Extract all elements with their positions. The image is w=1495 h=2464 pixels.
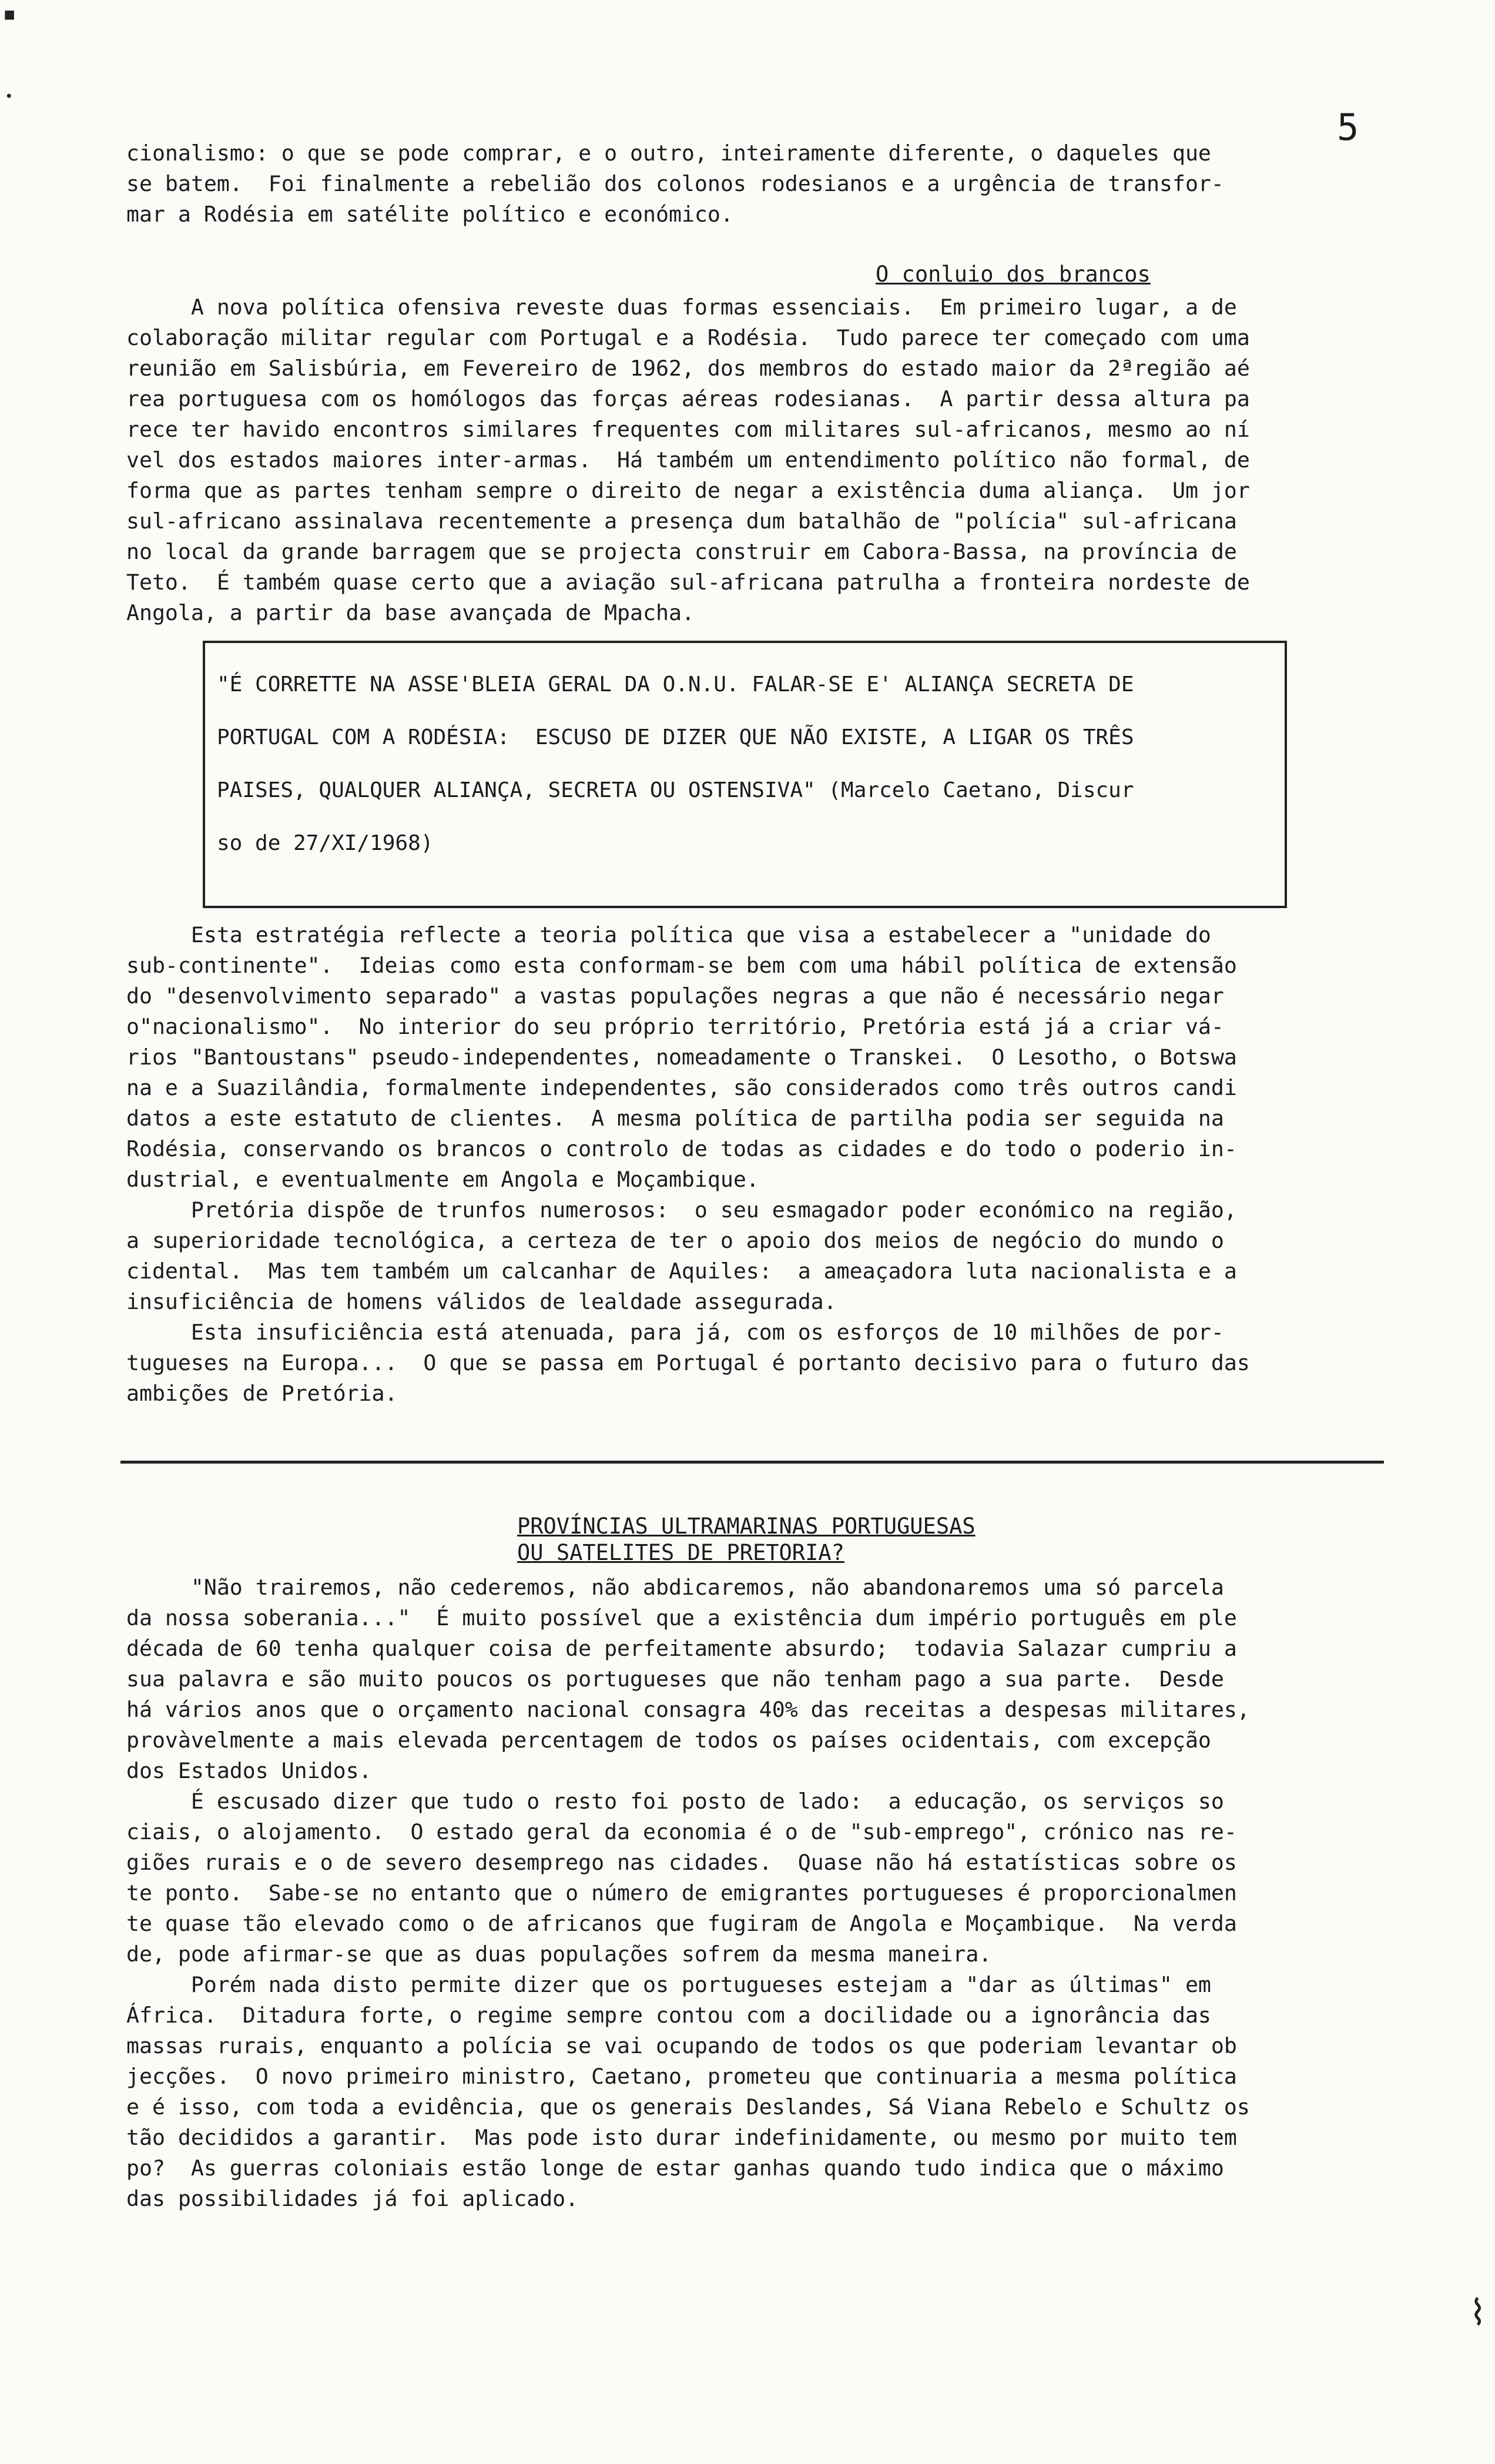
- text-line: sul-africano assinalava recentemente a presença dum batalhão de "polícia" sul-africana: [126, 508, 1237, 534]
- text-line: colaboração militar regular com Portugal e a Rodésia. Tudo parece ter começado com uma: [126, 325, 1250, 350]
- text-line: giões rurais e o de severo desemprego nas cidades. Quase não há estatísticas sobre os: [126, 1850, 1237, 1875]
- text-line: década de 60 tenha qualquer coisa de perfeitamente absurdo; todavia Salazar cumpriu a: [126, 1636, 1237, 1661]
- text-line: no local da grande barragem que se projecta construir em Cabora-Bassa, na província de: [126, 539, 1237, 564]
- text-line: das possibilidades já foi aplicado.: [126, 2186, 579, 2211]
- section-heading-provincias-1: PROVÍNCIAS ULTRAMARINAS PORTUGUESAS: [517, 1514, 976, 1539]
- section2-paragraph: [126, 920, 1378, 1409]
- text-line: dos Estados Unidos.: [126, 1758, 372, 1783]
- text-line: datos a este estatuto de clientes. A mesma política de partilha podia ser seguida na: [126, 1106, 1224, 1131]
- text-line: po? As guerras coloniais estão longe de estar ganhas quando tudo indica que o máximo: [126, 2155, 1224, 2181]
- section-heading-conluio: O conluio dos brancos: [876, 262, 1151, 287]
- page-number: 5: [1337, 106, 1359, 149]
- text-line: É escusado dizer que tudo o resto foi posto de lado: a educação, os serviços so: [126, 1789, 1224, 1814]
- text-line: o"nacionalismo". No interior do seu próprio território, Pretória está já a criar vá-: [126, 1014, 1224, 1039]
- quote-box: [203, 641, 1287, 908]
- text-line: A nova política ofensiva reveste duas formas essenciais. Em primeiro lugar, a de: [126, 294, 1237, 320]
- text-line: cidental. Mas tem também um calcanhar de Aquiles: a ameaçadora luta nacionalista e a: [126, 1258, 1237, 1284]
- text-line: tão decididos a garantir. Mas pode isto durar indefinidamente, ou mesmo por muito tem: [126, 2125, 1237, 2150]
- text-line: Angola, a partir da base avançada de Mpacha.: [126, 600, 695, 625]
- scan-mark: ▪: [2, 0, 17, 27]
- text-line: há vários anos que o orçamento nacional consagra 40% das receitas a despesas militares,: [126, 1697, 1250, 1722]
- text-line: forma que as partes tenham sempre o direito de negar a existência duma aliança. Um jor: [126, 478, 1250, 503]
- text-line: Porém nada disto permite dizer que os portugueses estejam a "dar as últimas" em: [126, 1972, 1211, 1997]
- text-line: massas rurais, enquanto a polícia se vai ocupando de todos os que poderiam levantar ob: [126, 2033, 1237, 2058]
- text-line: Esta insuficiência está atenuada, para já, com os esforços de 10 milhões de por-: [126, 1320, 1224, 1345]
- text-line: Pretória dispõe de trunfos numerosos: o seu esmagador poder económico na região,: [126, 1197, 1237, 1223]
- text-line: te ponto. Sabe-se no entanto que o número de emigrantes portugueses é proporcionalmen: [126, 1880, 1237, 1906]
- text-line: "Não trairemos, não cederemos, não abdicaremos, não abandonaremos uma só parcela: [126, 1575, 1224, 1600]
- text-line: na e a Suazilândia, formalmente independentes, são considerados como três outros candi: [126, 1075, 1237, 1100]
- text-line: se batem. Foi finalmente a rebelião dos colonos rodesianos e a urgência de transfor-: [126, 171, 1224, 196]
- text-line: provàvelmente a mais elevada percentagem de todos os países ocidentais, com excepção: [126, 1728, 1211, 1753]
- quote-line: so de 27/XI/1968): [217, 831, 434, 855]
- text-line: rea portuguesa com os homólogos das forças aéreas rodesianas. A partir dessa altura pa: [126, 386, 1250, 411]
- section-divider: [120, 1461, 1384, 1464]
- section-heading-provincias-2: OU SATELITES DE PRETORIA?: [517, 1540, 844, 1565]
- text-line: jecções. O novo primeiro ministro, Caetano, prometeu que continuaria a mesma política: [126, 2064, 1237, 2089]
- text-line: Rodésia, conservando os brancos o controlo de todas as cidades e do todo o poderio in-: [126, 1136, 1237, 1161]
- quote-line: PORTUGAL COM A RODÉSIA: ESCUSO DE DIZER QUE NÃO EXISTE, A LIGAR OS TRÊS: [217, 725, 1134, 749]
- text-line: sua palavra e são muito poucos os portugueses que não tenham pago a sua parte. Desde: [126, 1666, 1224, 1692]
- text-line: rios "Bantoustans" pseudo-independentes, nomeadamente o Transkei. O Lesotho, o Botswa: [126, 1044, 1237, 1070]
- text-line: a superioridade tecnológica, a certeza de ter o apoio dos meios de negócio do mundo o: [126, 1228, 1224, 1253]
- text-line: te quase tão elevado como o de africanos que fugiram de Angola e Moçambique. Na verda: [126, 1911, 1237, 1936]
- quote-line: PAISES, QUALQUER ALIANÇA, SECRETA OU OSTENSIVA" (Marcelo Caetano, Discur: [217, 778, 1134, 802]
- text-line: e é isso, com toda a evidência, que os generais Deslandes, Sá Viana Rebelo e Schultz os: [126, 2094, 1250, 2120]
- text-line: sub-continente". Ideias como esta conformam-se bem com uma hábil política de extensão: [126, 953, 1237, 978]
- text-line: reunião em Salisbúria, em Fevereiro de 1962, dos membros do estado maior da 2ªregião aé: [126, 356, 1250, 381]
- intro-paragraph: [126, 138, 1378, 230]
- text-line: ambições de Pretória.: [126, 1381, 398, 1406]
- text-line: dustrial, e eventualmente em Angola e Moçambique.: [126, 1167, 759, 1192]
- section3-paragraph: [126, 1572, 1378, 2214]
- text-line: da nossa soberania..." É muito possível que a existência dum império português em ple: [126, 1605, 1237, 1631]
- section1-paragraph: [126, 292, 1378, 628]
- text-line: cionalismo: o que se pode comprar, e o outro, inteiramente diferente, o daqueles que: [126, 140, 1211, 166]
- text-line: do "desenvolvimento separado" a vastas populações negras a que não é necessário negar: [126, 983, 1224, 1009]
- scan-mark: •: [5, 88, 14, 105]
- text-line: ciais, o alojamento. O estado geral da economia é o de "sub-emprego", crónico nas re-: [126, 1819, 1237, 1844]
- text-line: tugueses na Europa... O que se passa em Portugal é portanto decisivo para o futuro das: [126, 1350, 1250, 1375]
- text-line: de, pode afirmar-se que as duas populações sofrem da mesma maneira.: [126, 1941, 992, 1967]
- text-line: África. Ditadura forte, o regime sempre contou com a docilidade ou a ignorância das: [126, 2003, 1211, 2028]
- text-line: Esta estratégia reflecte a teoria política que visa a estabelecer a "unidade do: [126, 922, 1211, 948]
- text-line: vel dos estados maiores inter-armas. Há também um entendimento político não formal, de: [126, 447, 1250, 473]
- text-line: mar a Rodésia em satélite político e económico.: [126, 202, 733, 227]
- quote-line: "É CORRETTE NA ASSE'BLEIA GERAL DA O.N.U. FALAR-SE E' ALIANÇA SECRETA DE: [217, 672, 1134, 697]
- scan-mark: ⌇: [1469, 2292, 1487, 2334]
- text-line: insuficiência de homens válidos de lealdade assegurada.: [126, 1289, 837, 1314]
- text-line: rece ter havido encontros similares frequentes com militares sul-africanos, mesmo ao ní: [126, 417, 1250, 442]
- text-line: Teto. É também quase certo que a aviação sul-africana patrulha a fronteira nordeste de: [126, 570, 1250, 595]
